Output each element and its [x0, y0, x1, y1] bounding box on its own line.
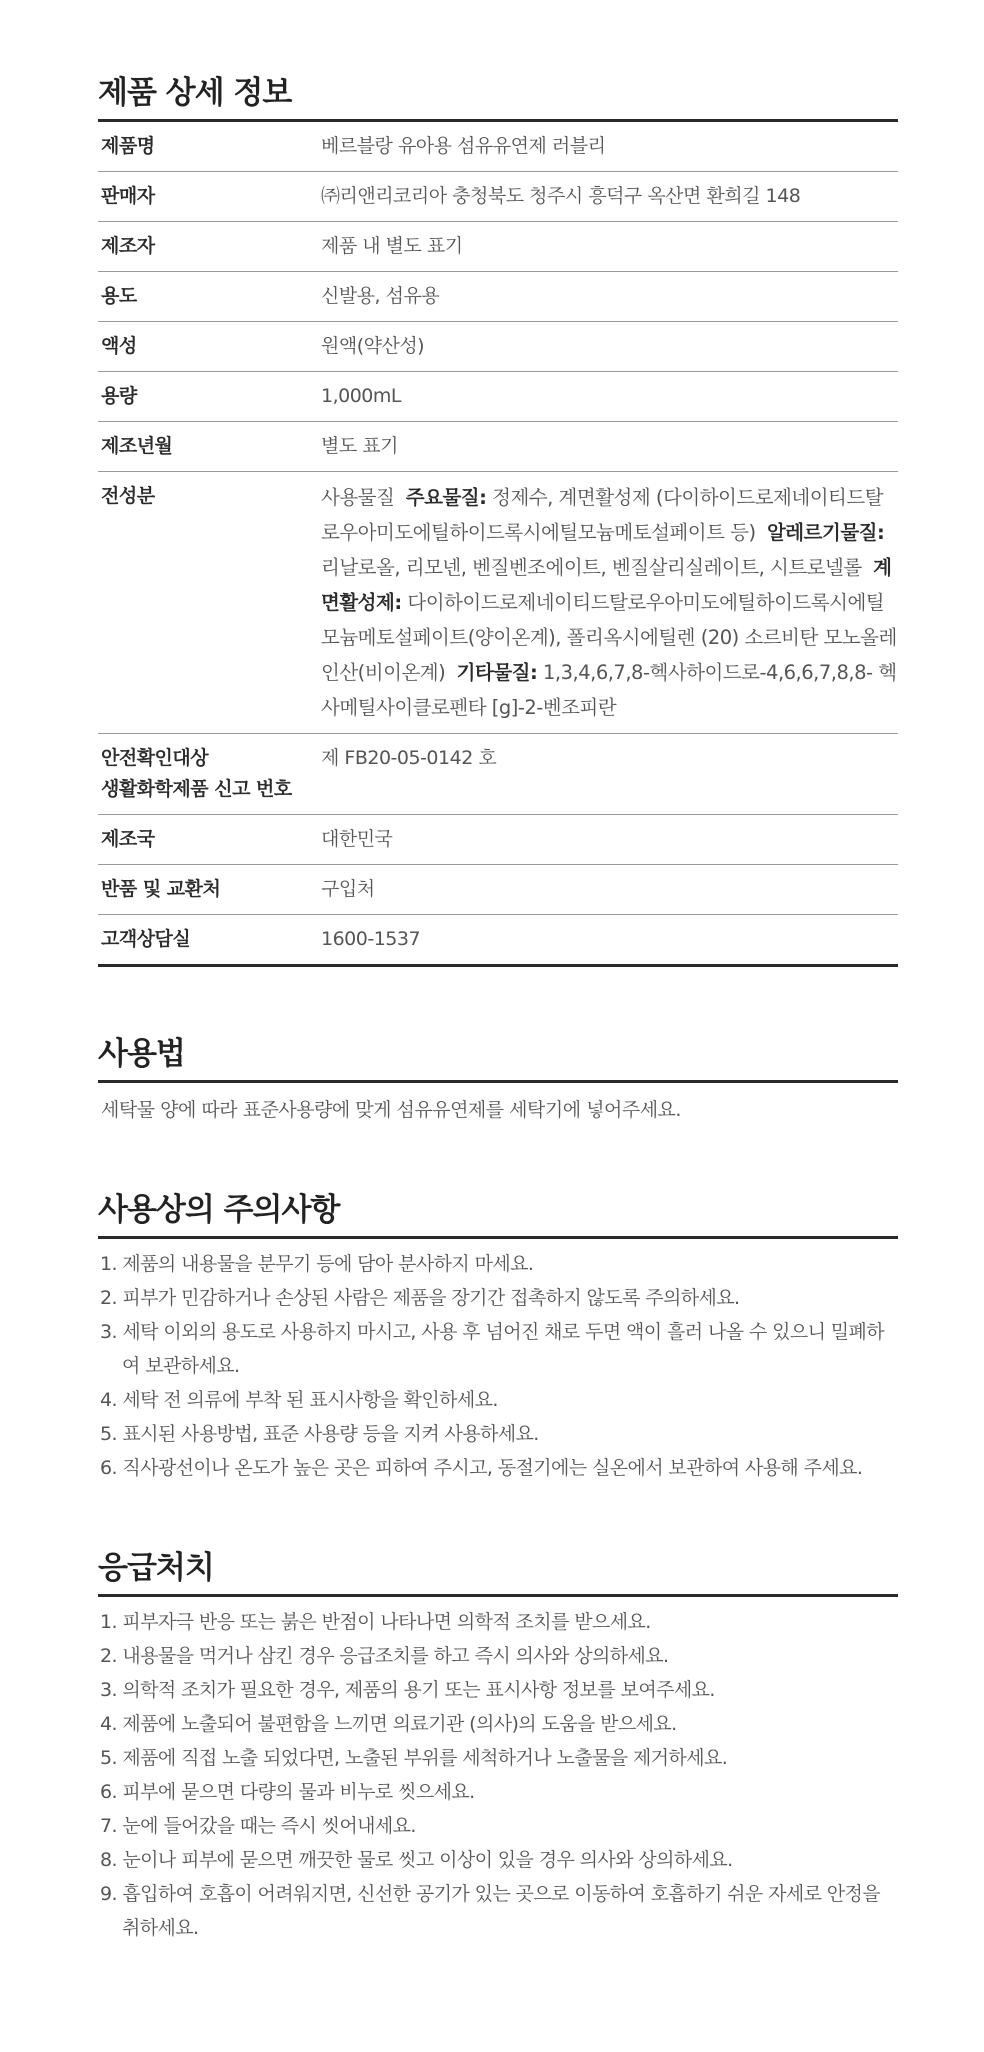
- list-item: 6. 직사광선이나 온도가 높은 곳은 피하여 주시고, 동절기에는 실온에서 보관하여 사용해 주세요.: [100, 1457, 863, 1479]
- list-item: 4. 제품에 노출되어 불편함을 느끼면 의료기관 (의사)의 도움을 받으세요.: [100, 1713, 677, 1735]
- row-value: 제품 내 별도 표기: [321, 222, 898, 272]
- surfactant-label: 계면활성제:: [321, 556, 892, 614]
- table-row: [98, 122, 898, 172]
- ingredients-value: [321, 472, 898, 734]
- list-item: 3. 세탁 이외의 용도로 사용하지 마시고, 사용 후 넘어진 채로 두면 액이 흘러 나올 수 있으니 밀폐하여 보관하세요.: [100, 1321, 885, 1377]
- row-label: 제조자: [98, 222, 321, 272]
- list-item: 8. 눈이나 피부에 묻으면 깨끗한 물로 씻고 이상이 있을 경우 의사와 상의하세요.: [100, 1849, 733, 1871]
- table-row: [98, 422, 898, 472]
- list-item: 5. 표시된 사용방법, 표준 사용량 등을 지켜 사용하세요.: [100, 1423, 539, 1445]
- table-row: [98, 815, 898, 865]
- first-aid-title: 응급처치: [98, 1539, 898, 1597]
- row-label: 고객상담실: [98, 915, 321, 966]
- row-label: 용량: [98, 372, 321, 422]
- row-value: 1600-1537: [321, 915, 898, 966]
- safety-row: [98, 734, 898, 815]
- list-item: 1. 피부자극 반응 또는 붉은 반점이 나타나면 의학적 조치를 받으세요.: [100, 1611, 651, 1633]
- row-value: 신발용, 섬유용: [321, 272, 898, 322]
- table-row: [98, 172, 898, 222]
- row-value: 베르블랑 유아용 섬유유연제 러블리: [321, 122, 898, 172]
- safety-label: [98, 734, 321, 815]
- cautions-list: [98, 1247, 898, 1485]
- list-item: 2. 내용물을 먹거나 삼킨 경우 응급조치를 하고 즉시 의사와 상의하세요.: [100, 1645, 669, 1667]
- safety-value: 제 FB20-05-0142 호: [321, 734, 898, 815]
- row-value: 별도 표기: [321, 422, 898, 472]
- table-row: [98, 222, 898, 272]
- list-item: 9. 흡입하여 호흡이 어려워지면, 신선한 공기가 있는 곳으로 이동하여 호흡하기 쉬운 자세로 안정을 취하세요.: [100, 1883, 881, 1939]
- row-label: 반품 및 교환처: [98, 865, 321, 915]
- surfactant-text: 다이하이드로제네이티드탈로우아미도에틸하이드록시에틸모늄메토설페이트(양이온계), 폴리옥시에틸렌 (20) 소르비탄 모노올레인산(비이온계): [321, 591, 897, 684]
- other-substance-text: 1,3,4,6,7,8-헥사하이드로-4,6,6,7,8,8- 헥사메틸사이클로펜타 [g]-2-벤조피란: [321, 661, 897, 719]
- main-substance-label: 주요물질:: [405, 486, 487, 509]
- first-aid-list: [98, 1605, 898, 1945]
- usage-title: 사용법: [98, 1025, 898, 1083]
- main-substance-text: 정제수, 계면활성제 (다이하이드로제네이티드탈로우아미도에틸하이드록시에틸모늄메토설페이트 등): [321, 486, 884, 544]
- row-label: 제품명: [98, 122, 321, 172]
- row-label: 용도: [98, 272, 321, 322]
- product-info-title: 제품 상세 정보: [98, 64, 898, 122]
- row-value: 1,000mL: [321, 372, 898, 422]
- cautions-title: 사용상의 주의사항: [98, 1181, 898, 1239]
- row-label: 판매자: [98, 172, 321, 222]
- list-item: 2. 피부가 민감하거나 손상된 사람은 제품을 장기간 접촉하지 않도록 주의하세요.: [100, 1287, 740, 1309]
- safety-label-line1: 안전확인대상: [101, 747, 209, 769]
- safety-label-line2: 생활화학제품 신고 번호: [101, 778, 292, 800]
- list-item: 6. 피부에 묻으면 다량의 물과 비누로 씻으세요.: [100, 1781, 475, 1803]
- list-item: 1. 제품의 내용물을 분무기 등에 담아 분사하지 마세요.: [100, 1253, 534, 1275]
- row-value: 구입처: [321, 865, 898, 915]
- allergen-text: 리날로올, 리모넨, 벤질벤조에이트, 벤질살리실레이트, 시트로넬롤: [321, 556, 862, 579]
- table-row: [98, 272, 898, 322]
- list-item: 3. 의학적 조치가 필요한 경우, 제품의 용기 또는 표시사항 정보를 보여주세요.: [100, 1679, 715, 1701]
- list-item: 7. 눈에 들어갔을 때는 즉시 씻어내세요.: [100, 1815, 416, 1837]
- row-value: 원액(약산성): [321, 322, 898, 372]
- table-row: [98, 915, 898, 966]
- table-row: [98, 372, 898, 422]
- row-value: 대한민국: [321, 815, 898, 865]
- row-label: 액성: [98, 322, 321, 372]
- other-substance-label: 기타물질:: [456, 661, 538, 684]
- row-label: 제조년월: [98, 422, 321, 472]
- allergen-label: 알레르기물질:: [766, 521, 885, 544]
- list-item: 4. 세탁 전 의류에 부착 된 표시사항을 확인하세요.: [100, 1389, 498, 1411]
- ingredients-row: [98, 472, 898, 734]
- ingredients-label: 전성분: [98, 472, 321, 734]
- table-row: [98, 322, 898, 372]
- ingredients-intro: 사용물질: [321, 486, 395, 509]
- content: [98, 64, 898, 1945]
- list-item: 5. 제품에 직접 노출 되었다면, 노출된 부위를 세척하거나 노출물을 제거하세요.: [100, 1747, 728, 1769]
- usage-text: 세탁물 양에 따라 표준사용량에 맞게 섬유유연제를 세탁기에 넣어주세요.: [101, 1099, 681, 1121]
- row-value: ㈜리앤리코리아 충청북도 청주시 흥덕구 옥산면 환희길 148: [321, 172, 898, 222]
- table-row: [98, 865, 898, 915]
- row-label: 제조국: [98, 815, 321, 865]
- product-info-table: [98, 122, 898, 967]
